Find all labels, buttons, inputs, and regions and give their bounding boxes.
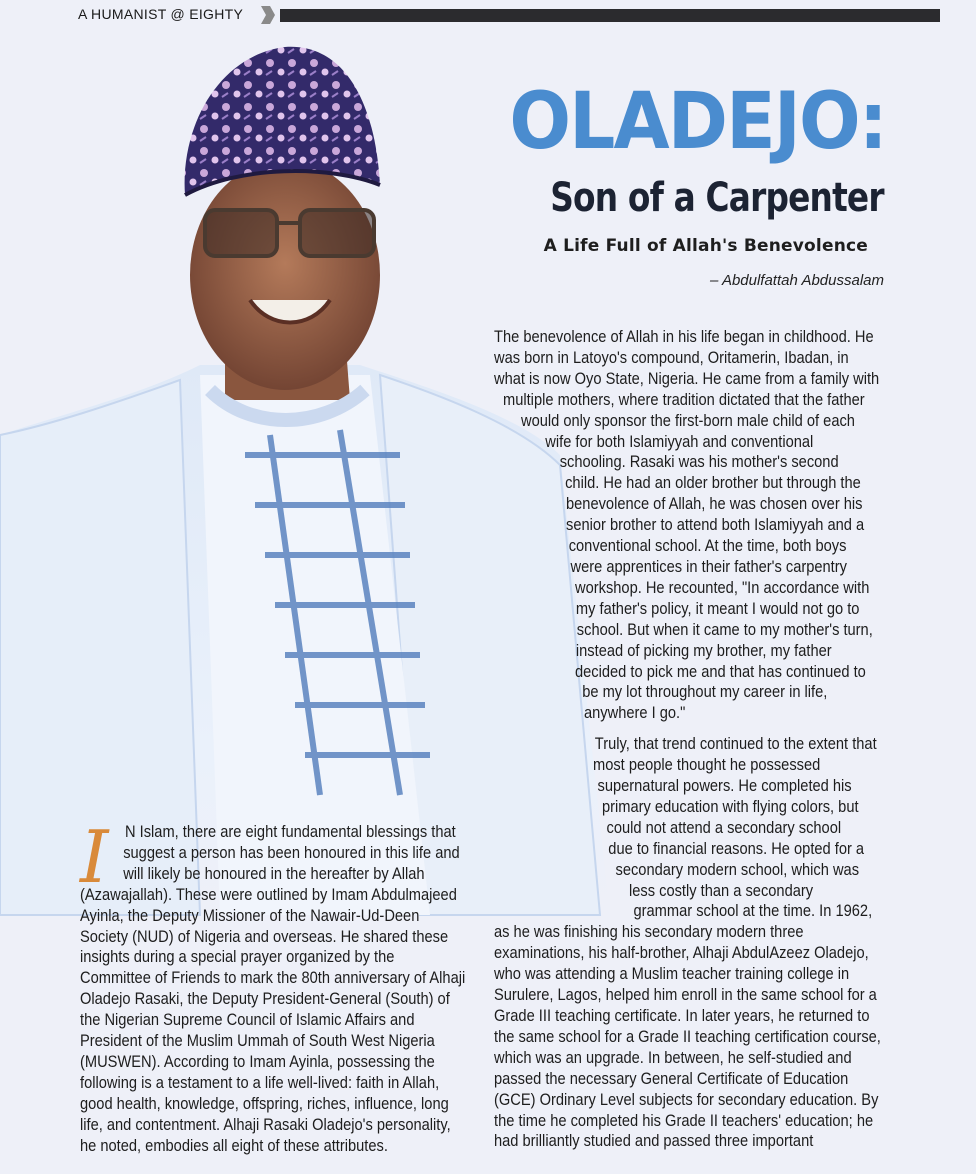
body-line: passed the necessary General Certificate of Education [494, 1069, 849, 1088]
body-line: benevolence of Allah, he was chosen over his [566, 495, 863, 514]
body-line: the same school for a Grade II teaching certification course, [494, 1027, 881, 1046]
body-line: had brilliantly studied and passed three important [494, 1132, 814, 1151]
body-line: Surulere, Lagos, helped him enroll in the same school for a [494, 986, 877, 1005]
body-line: could not attend a secondary school [606, 818, 842, 837]
body-line: supernatural powers. He completed his [597, 777, 852, 796]
body-line: what is now Oyo State, Nigeria. He came from a family with [494, 369, 880, 388]
body-line: the time he completed his Grade II teachers' education; he [494, 1111, 874, 1130]
body-line: were apprentices in their father's carpentry [570, 557, 847, 576]
body-line: suggest a person has been honoured in this life and [123, 843, 460, 862]
body-line: insights during a special prayer organized by the [80, 948, 395, 967]
article-title: OLADEJO: [509, 77, 886, 167]
body-line: President of the Muslim Ummah of South West Nigeria [80, 1032, 435, 1051]
body-line: senior brother to attend both Islamiyyah and a [566, 516, 865, 535]
chevron-right-icon [261, 6, 277, 24]
body-line: grammar school at the time. In 1962, [633, 902, 873, 921]
body-line: the Nigerian Supreme Council of Islamic Affairs and [80, 1011, 415, 1030]
body-line: good health, knowledge, offspring, riches, influence, long [80, 1094, 449, 1113]
body-line: would only sponsor the first-born male child of each [521, 411, 855, 430]
body-line: wife for both Islamiyyah and conventional [545, 432, 814, 451]
body-line: N Islam, there are eight fundamental blessings that [125, 823, 456, 841]
body-line: (MUSWEN). According to Imam Ayinla, possessing the [80, 1052, 435, 1071]
body-column-left [80, 822, 467, 1157]
body-line: life, and contentment. Alhaji Rasaki Oladejo's personality, [80, 1115, 451, 1134]
body-line: examinations, his half-brother, Alhaji AbdulAzeez Oladejo, [494, 944, 869, 963]
body-line: primary education with flying colors, but [602, 797, 859, 816]
body-line: schooling. Rasaki was his mother's second [559, 453, 839, 472]
article-deck: A Life Full of Allah's Benevolence [543, 236, 868, 256]
body-line: workshop. He recounted, "In accordance with [575, 578, 870, 597]
dropcap-letter: I [80, 822, 109, 892]
body-line: multiple mothers, where tradition dictated that the father [503, 390, 865, 409]
body-line: child. He had an older brother but through the [565, 474, 861, 493]
body-column-right [494, 327, 883, 1152]
body-line: be my lot throughout my career in life, [582, 683, 828, 702]
body-line: (Azawajallah). These were outlined by Imam Abdulmajeed [80, 885, 457, 904]
body-line: due to financial reasons. He opted for a [608, 839, 865, 858]
body-line: Committee of Friends to mark the 80th anniversary of Alhaji [80, 969, 466, 988]
article-subtitle: Son of a Carpenter [550, 175, 884, 221]
body-line: school. But when it came to my mother's turn, [576, 620, 873, 639]
byline: – Abdulfattah Abdussalam [709, 272, 884, 289]
header-rule [280, 9, 940, 22]
body-line: he noted, embodies all eight of these attributes. [80, 1136, 388, 1155]
body-line: Grade III teaching certificate. In later years, he returned to [494, 1007, 870, 1025]
body-line: following is a testament to a life well-lived: faith in Allah, [80, 1073, 440, 1092]
body-line: anywhere I go." [584, 704, 686, 723]
body-line: was born in Latoyo's compound, Oritamerin, Ibadan, in [494, 348, 849, 367]
body-line: The benevolence of Allah in his life began in childhood. He [494, 328, 874, 346]
section-kicker: A HUMANIST @ EIGHTY [78, 6, 244, 22]
body-line: instead of picking my brother, my father [575, 641, 832, 660]
body-line: decided to pick me and that has continued to [575, 662, 866, 681]
body-line: as he was finishing his secondary modern three [494, 923, 804, 942]
body-line: secondary modern school, which was [615, 860, 860, 879]
body-line: (GCE) Ordinary Level subjects for secondary education. By [494, 1090, 879, 1109]
body-line: conventional school. At the time, both boys [568, 537, 847, 556]
body-line: will likely be honoured in the hereafter by Allah [123, 864, 425, 883]
body-line: which was an upgrade. In between, he self-studied and [494, 1048, 852, 1067]
body-line: Ayinla, the Deputy Missioner of the Nawair-Ud-Deen [80, 906, 420, 925]
body-line: who was attending a Muslim teacher training college in [494, 965, 850, 984]
body-line: my father's policy, it meant I would not go to [575, 599, 860, 618]
body-line: most people thought he possessed [593, 756, 821, 775]
body-line: Oladejo Rasaki, the Deputy President-General (South) of [80, 990, 450, 1009]
body-line: Truly, that trend continued to the extent that [594, 735, 877, 754]
body-line: less costly than a secondary [629, 881, 814, 900]
body-line: Society (NUD) of Nigeria and overseas. He shared these [80, 927, 449, 946]
